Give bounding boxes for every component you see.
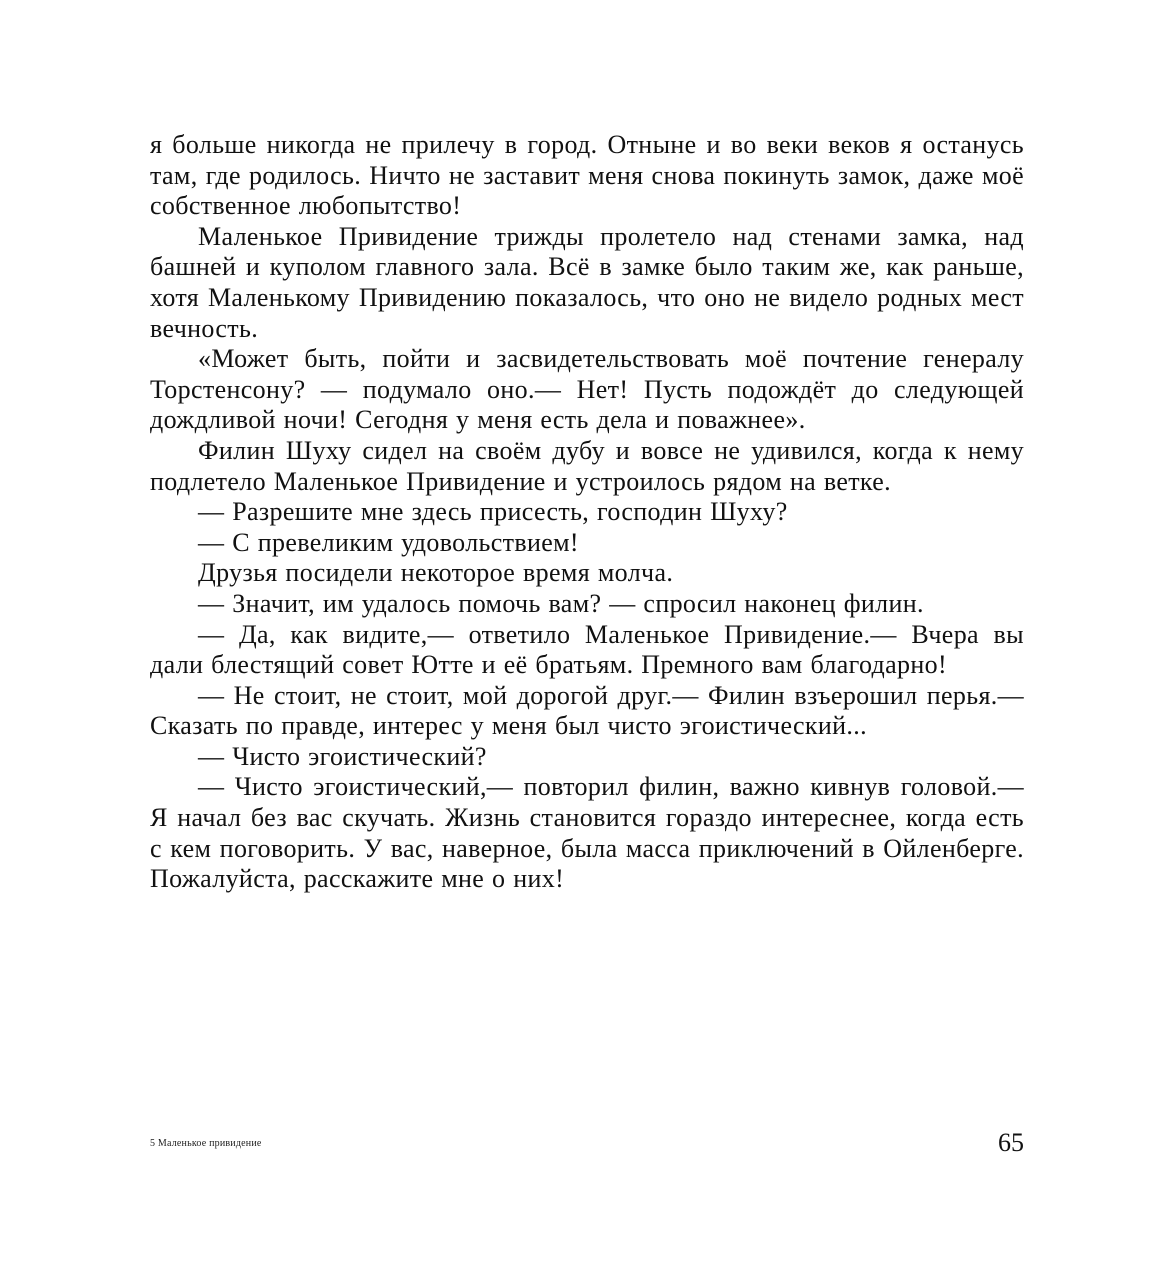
printer-signature: 5 Маленькое привидение xyxy=(150,1138,262,1149)
dialogue-line: — С превеликим удовольствием! xyxy=(198,527,579,557)
paragraph: я больше никогда не прилечу в город. Отныне и во веки веков я останусь там, где родилось. Ничто не заставит меня снова покинуть замок, даже моё собственное любопытство! xyxy=(150,130,1024,221)
dialogue-line: — Чисто эгоистический? xyxy=(198,741,487,771)
paragraph: Филин Шуху сидел на своём дубу и вовсе не удивился, когда к нему подлетело Маленькое Привидение и устроилось рядом на ветке. xyxy=(150,435,1024,496)
dialogue-line: — Чисто эгоистический,— повторил филин, важно кивнув головой.— Я начал без вас скучать. Жизнь становится гораздо интереснее, когда есть с кем поговорить. У вас, наверное, была масса приключений в Ойленберге. Пожалуйста, расскажите мне о них! xyxy=(150,772,1024,894)
dialogue-line: — Не стоит, не стоит, мой дорогой друг.— Филин взъерошил перья.— Сказать по правде, интерес у меня был чисто эгоистический... xyxy=(150,680,1024,741)
dialogue-line: — Значит, им удалось помочь вам? — спросил наконец филин. xyxy=(198,588,924,618)
page-footer xyxy=(150,1128,1024,1168)
dialogue-line: — Да, как видите,— ответило Маленькое Привидение.— Вчера вы дали блестящий совет Ютте и её братьям. Премного вам благодарно! xyxy=(150,619,1024,680)
page-number: 65 xyxy=(998,1128,1024,1157)
page-body xyxy=(150,130,1024,895)
paragraph: «Может быть, пойти и засвидетельствовать моё почтение генералу Торстенсону? — подумало оно.— Нет! Пусть подождёт до следующей дождливой ночи! Сегодня у меня есть дела и поважнее». xyxy=(150,344,1024,435)
paragraph: Друзья посидели некоторое время молча. xyxy=(198,558,674,588)
dialogue-line: — Разрешите мне здесь присесть, господин Шуху? xyxy=(198,497,788,527)
paragraph: Маленькое Привидение трижды пролетело над стенами замка, над башней и куполом главного зала. Всё в замке было таким же, как раньше, хотя Маленькому Привидению показалось, что оно не видело родных мест вечность. xyxy=(150,221,1024,343)
